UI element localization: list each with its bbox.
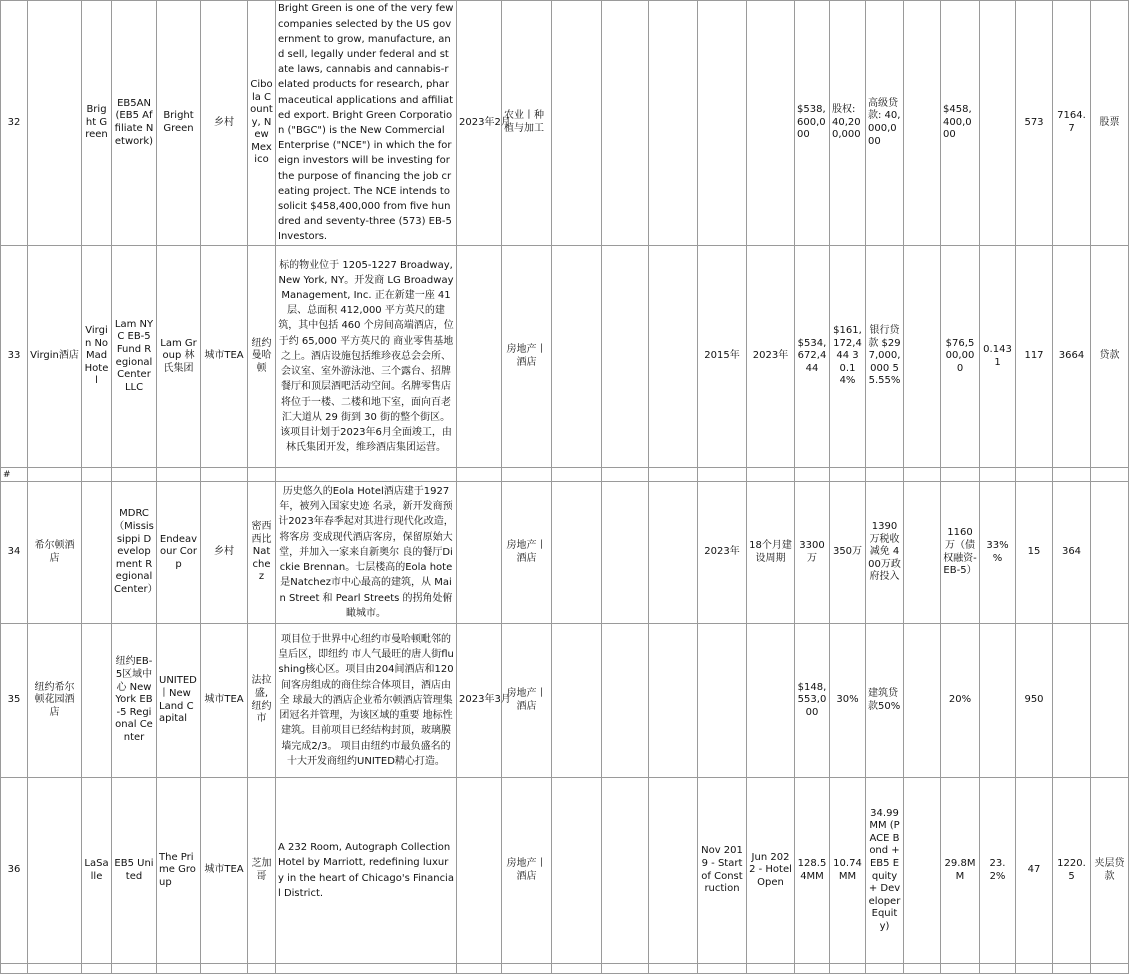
table-row: [1, 624, 1129, 778]
regional-center: 纽约EB-5区域中心 New York EB-5 Regional Center: [112, 624, 157, 778]
launch-date: [457, 246, 502, 468]
table-row: [1, 246, 1129, 468]
developer: The Prime Group: [157, 778, 201, 964]
investor-count: 573: [1016, 1, 1053, 246]
project-title: [82, 624, 112, 778]
project-title: Bright Green: [82, 1, 112, 246]
cell-empty: [649, 482, 698, 624]
cell-empty: [602, 624, 649, 778]
cell-empty: [649, 624, 698, 778]
project-description: 历史悠久的Eola Hotel酒店建于1927年，被列入国家史迹 名录，新开发商预计2023年春季起对其进行现代化改造，将客房 变成现代酒店客房，保留原始大堂，并加入一家来自新奥尔 良的餐厅Dickie Brennan。七层楼高的Eola hote是Natchez市中心最高的建筑，从 Main Street 和 Pearl Streets 的拐角处俯瞰城市。: [276, 482, 457, 624]
developer: Endeavour Corp: [157, 482, 201, 624]
equity: 股权: 40,200,000: [830, 1, 866, 246]
row-number: 34: [1, 482, 28, 624]
industry: 房地产丨酒店: [502, 482, 552, 624]
industry: 房地产丨酒店: [502, 246, 552, 468]
equity: 10.74MM: [830, 778, 866, 964]
completion-date: [747, 624, 795, 778]
start-date: Nov 2019 - Start of Construction: [698, 778, 747, 964]
tea-type: 城市TEA: [201, 246, 248, 468]
start-date: [698, 624, 747, 778]
launch-date: [457, 482, 502, 624]
job-count: 7164.7: [1053, 1, 1091, 246]
developer: UNITED丨New Land Capital: [157, 624, 201, 778]
total-investment: $148,553,000: [795, 624, 830, 778]
project-title: LaSalle: [82, 778, 112, 964]
developer: Bright Green: [157, 1, 201, 246]
cell-empty: [602, 778, 649, 964]
cell-empty: [552, 1, 602, 246]
equity: 350万: [830, 482, 866, 624]
table-row: [1, 1, 1129, 246]
investor-count: 15: [1016, 482, 1053, 624]
cell-empty: [904, 1, 941, 246]
launch-date: 2023年3月: [457, 624, 502, 778]
launch-date: [457, 778, 502, 964]
project-title: Virgin NoMad Hotel: [82, 246, 112, 468]
investment-type: 贷款: [1091, 246, 1129, 468]
job-count: 1220.5: [1053, 778, 1091, 964]
developer: Lam Group 林氏集团: [157, 246, 201, 468]
cell-empty: [649, 246, 698, 468]
loan: 建筑贷款50%: [866, 624, 904, 778]
project-name: 希尔顿酒店: [28, 482, 82, 624]
project-name: Virgin酒店: [28, 246, 82, 468]
total-investment: 128.54MM: [795, 778, 830, 964]
project-name: 纽约希尔顿花园酒店: [28, 624, 82, 778]
location: Cibola County, New Mexico: [248, 1, 276, 246]
regional-center: MDRC（Mississippi Development Regional Center）: [112, 482, 157, 624]
cell-empty: [552, 624, 602, 778]
regional-center: Lam NYC EB-5 Fund Regional Center LLC: [112, 246, 157, 468]
eb5-amount: 20%: [941, 624, 980, 778]
cell-empty: [602, 482, 649, 624]
cell-empty: [649, 1, 698, 246]
total-investment: $534,672,444: [795, 246, 830, 468]
loan: 34.99MM (PACE Bond + EB5 Equity + Developer Equity): [866, 778, 904, 964]
job-count: [1053, 624, 1091, 778]
cell-empty: [904, 482, 941, 624]
cell-empty: [602, 246, 649, 468]
regional-center: EB5 United: [112, 778, 157, 964]
investor-count: 117: [1016, 246, 1053, 468]
eb5-ratio: 0.1431: [980, 246, 1016, 468]
row-number: 32: [1, 1, 28, 246]
investor-count: 950: [1016, 624, 1053, 778]
location: 密西西比Natchez: [248, 482, 276, 624]
project-name: [28, 778, 82, 964]
project-description: Bright Green is one of the very few companies selected by the US government to grow, manufacture, and sell, legally under federal and state laws, cannabis and cannabis-related products for research, pharmaceutical applications and affiliated export. Bright Green Corporation ("BGC") is the New Commercial Enterprise ("NCE") in which the foreign investors will be investing for the purpose of financing the job creating project. The NCE intends to solicit $458,400,000 from five hundred and seventy-three (573) EB-5 Investors.: [276, 1, 457, 246]
project-description: 项目位于世界中心纽约市曼哈顿毗邻的皇后区，即纽约 市人气最旺的唐人街flushing核心区。项目由204间酒店和120间客房组成的商住综合体项目，酒店由全 球最大的酒店企业希尔顿酒店管理集团冠名并管理，为该区域的重要 地标性建筑。目前项目已经结构封顶，玻璃膜墙完成2/3。 项目由纽约市最负盛名的十大开发商纽约UNITED精心打造。: [276, 624, 457, 778]
separator-mark: #: [1, 468, 28, 482]
cell-empty: [904, 778, 941, 964]
start-date: [698, 1, 747, 246]
completion-date: 2023年: [747, 246, 795, 468]
row-number: 36: [1, 778, 28, 964]
eb5-amount: 29.8MM: [941, 778, 980, 964]
cell-empty: [649, 778, 698, 964]
investment-type: 股票: [1091, 1, 1129, 246]
separator-row: [1, 468, 1129, 482]
project-title: [82, 482, 112, 624]
row-number: 33: [1, 246, 28, 468]
project-description: A 232 Room, Autograph Collection Hotel by Marriott, redefining luxury in the heart of Chicago's Financial District.: [276, 778, 457, 964]
start-date: 2015年: [698, 246, 747, 468]
cell-empty: [904, 246, 941, 468]
eb5-amount: $458,400,000: [941, 1, 980, 246]
regional-center: EB5AN (EB5 Affiliate Network): [112, 1, 157, 246]
location: 芝加哥: [248, 778, 276, 964]
investment-type: [1091, 482, 1129, 624]
project-name: [28, 1, 82, 246]
cell-empty: [552, 246, 602, 468]
start-date: 2023年: [698, 482, 747, 624]
location: 纽约曼哈顿: [248, 246, 276, 468]
eb5-ratio: 33%%: [980, 482, 1016, 624]
industry: 房地产丨酒店: [502, 624, 552, 778]
investment-type: [1091, 624, 1129, 778]
cell-empty: [904, 624, 941, 778]
eb5-ratio: 23.2%: [980, 778, 1016, 964]
launch-date: 2023年2月: [457, 1, 502, 246]
job-count: 3664: [1053, 246, 1091, 468]
equity: 30%: [830, 624, 866, 778]
investment-type: 夹层贷款: [1091, 778, 1129, 964]
table-row-partial: [1, 964, 1129, 974]
tea-type: 城市TEA: [201, 624, 248, 778]
equity: $161,172,444 30.14%: [830, 246, 866, 468]
location: 法拉盛,纽约市: [248, 624, 276, 778]
loan: 银行贷款 $297,000,000 55.55%: [866, 246, 904, 468]
eb5-ratio: [980, 624, 1016, 778]
industry: 房地产丨酒店: [502, 778, 552, 964]
loan: 1390万税收减免 400万政府投入: [866, 482, 904, 624]
tea-type: 城市TEA: [201, 778, 248, 964]
project-description: 标的物业位于 1205-1227 Broadway, New York, NY。开发商 LG Broadway Management, Inc. 正在新建一座 41 层、总面积 412,000 平方英尺的建筑，其中包括 460 个房间高端酒店，位于约 65,000 平方英尺的 商业零售基地之上。酒店设施包括维珍夜总会会所、会议室、室外游泳池、三个露台、招牌餐厅和顶层酒吧活动空间。名牌零售店将位于一楼、二楼和地下室，面向百老汇大道从 29 街到 30 街的整个街区。该项目计划于2023年6月全面竣工，由林氏集团开发，维珍酒店集团运营。: [276, 246, 457, 468]
job-count: 364: [1053, 482, 1091, 624]
cell-empty: [602, 1, 649, 246]
industry: 农业丨种植与加工: [502, 1, 552, 246]
eb5-ratio: [980, 1, 1016, 246]
completion-date: [747, 1, 795, 246]
total-investment: $538,600,000: [795, 1, 830, 246]
cell-empty: [552, 778, 602, 964]
total-investment: 3300万: [795, 482, 830, 624]
table-row: [1, 778, 1129, 964]
tea-type: 乡村: [201, 1, 248, 246]
row-number: 35: [1, 624, 28, 778]
completion-date: Jun 2022 - Hotel Open: [747, 778, 795, 964]
loan: 高级贷款: 40,000,000: [866, 1, 904, 246]
completion-date: 18个月建设周期: [747, 482, 795, 624]
eb5-amount: 1160万（债权融资-EB-5）: [941, 482, 980, 624]
cell-empty: [552, 482, 602, 624]
eb5-amount: $76,500,000: [941, 246, 980, 468]
investor-count: 47: [1016, 778, 1053, 964]
table-row: [1, 482, 1129, 624]
tea-type: 乡村: [201, 482, 248, 624]
